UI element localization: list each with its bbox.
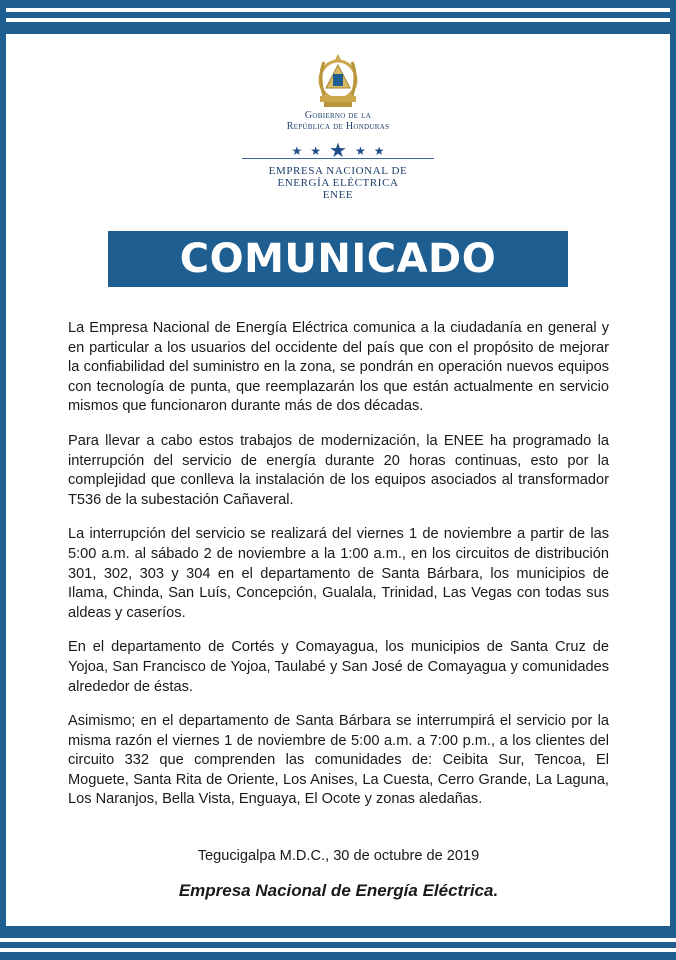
left-border <box>0 0 6 960</box>
paragraph-circuit-332: Asimismo; en el departamento de Santa Bárbara se interrumpirá el servicio por la misma razón el viernes 1 de noviembre de 5:00 a.m. a 7:00 p.m., a los clientes del circuito 332 que comprenden las comunidades de: Ceibita Sur, Tencoa, El Moguete, Santa Rita de Oriente, Los Anises, La Cuesta, Cerro Grande, La Laguna, Los Naranjos, Bella Vista, Enguaya, El Ocote y zonas aledañas. <box>68 713 609 808</box>
paragraph-cortes-comayagua: En el departamento de Cortés y Comayagua, los municipios de Santa Cruz de Yojoa, San Francisco de Yojoa, Taulabé y San José de Comayagua y comunidades alrededor de éstas. <box>68 639 609 695</box>
bottom-border <box>0 926 676 960</box>
comunicado-banner: COMUNICADO <box>108 231 568 287</box>
bottom-border-stripe <box>0 948 676 952</box>
top-border <box>0 0 676 34</box>
right-border <box>670 0 676 960</box>
org-line-1: EMPRESA NACIONAL DE <box>268 165 408 177</box>
paragraph-schedule: La interrupción del servicio se realizará del viernes 1 de noviembre a partir de las 5:00 a.m. al sábado 2 de noviembre a la 1:00 a.m., en los circuitos de distribución 301, 302, 303 y 304 en el departamento de Santa Bárbara, los municipios de Ilama, Chinda, San Luís, Concepción, Gualala, Trinidad, Las Vegas con todas sus aldeas y caseríos. <box>68 526 609 621</box>
header-logo <box>238 52 438 201</box>
gov-line-2: República de Honduras <box>286 121 390 132</box>
org-line-3: ENEE <box>322 189 354 201</box>
paragraph-modernization: Para llevar a cabo estos trabajos de modernización, la ENEE ha programado la interrupción del servicio de energía durante 20 horas continuas, esto por la complejidad que conlleva la instalación de los equipos asociados al transformador T536 de la subestación Cañaveral. <box>68 432 609 508</box>
top-border-stripe <box>0 18 676 22</box>
communique-body <box>68 319 609 825</box>
signature: Empresa Nacional de Energía Eléctrica. <box>178 881 499 900</box>
place-date: Tegucigalpa M.D.C., 30 de octubre de 2019 <box>197 848 480 864</box>
paragraph-intro: La Empresa Nacional de Energía Eléctrica comunica a la ciudadanía en general y en particular a los usuarios del occidente del país que con el propósito de mejorar la confiabilidad del suministro en la zona, se pondrán en operación nuevos equipos con tecnología de punta, que reemplazarán los que están actualmente en servicio mismos que funcionaron durante más de dos décadas. <box>68 320 609 415</box>
bottom-border-stripe <box>0 938 676 942</box>
org-line-2: ENERGÍA ELÉCTRICA <box>277 177 399 189</box>
coat-of-arms-icon <box>314 52 362 110</box>
top-border-stripe <box>0 8 676 12</box>
gov-line-1: Gobierno de la <box>304 110 372 121</box>
five-stars-icon: ★ ★ ★ ★ ★ <box>291 140 385 162</box>
